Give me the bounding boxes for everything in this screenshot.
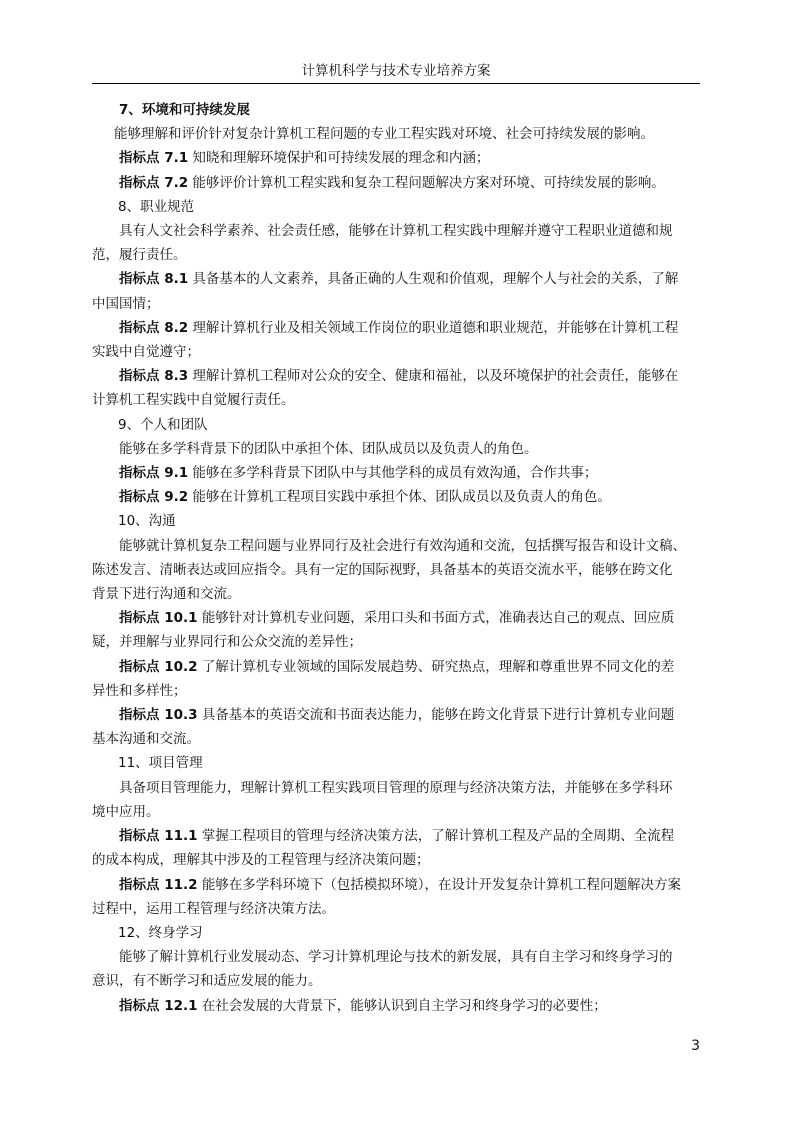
indicator-10-3 [92,703,700,727]
section-8-description-line1: 具有人文社会科学素养、社会责任感，能够在计算机工程实践中理解并遵守工程职业道德和规 [119,223,673,240]
indicator-12-1 [92,994,700,1018]
indicator-11-1 [92,824,700,848]
indicator-label: 指标点 10.2 [119,658,198,675]
indicator-text: 具备基本的人文素养，具备正确的人生观和价值观，理解个人与社会的关系，了解 [192,271,679,288]
indicator-11-1-continued: 的成本构成，理解其中涉及的工程管理与经济决策问题； [92,852,430,869]
section-11-heading: 11、项目管理 [118,755,203,772]
indicator-text: 能够在多学科背景下团队中与其他学科的成员有效沟通，合作共事； [192,465,598,482]
indicator-text: 理解计算机行业及相关领域工作岗位的职业道德和职业规范，并能够在计算机工程 [192,319,679,336]
indicator-text: 具备基本的英语交流和书面表达能力，能够在跨文化背景下进行计算机专业问题 [201,707,675,724]
section-10-description-line1: 能够就计算机复杂工程问题与业界同行及社会进行有效沟通和交流，包括撰写报告和设计文稿、 [119,537,686,554]
indicator-label: 指标点 10.3 [119,707,198,724]
indicator-text: 能够在计算机工程项目实践中承担个体、团队成员以及负责人的角色。 [192,489,611,506]
indicator-8-2-continued: 实践中自觉遵守； [92,344,200,361]
indicator-label: 指标点 12.1 [119,997,198,1014]
section-10-description-line2: 陈述发言、清晰表达或回应指令。具有一定的国际视野，具备基本的英语交流水平，能够在跨文化 [92,561,673,578]
section-7-description: 能够理解和评价针对复杂计算机工程问题的专业工程实践对环境、社会可持续发展的影响。 [114,126,654,143]
indicator-label: 指标点 11.2 [119,876,198,893]
indicator-10-1-continued: 疑，并理解与业界同行和公众交流的差异性； [92,634,362,651]
indicator-8-3-continued: 计算机工程实践中自觉履行责任。 [92,392,295,409]
indicator-text: 掌握工程项目的管理与经济决策方法，了解计算机工程及产品的全周期、全流程 [201,828,675,845]
indicator-8-3 [92,364,700,388]
section-10-description-line3: 背景下进行沟通和交流。 [92,586,241,603]
header-divider [92,83,700,84]
section-7-heading: 7、环境和可持续发展 [119,102,250,118]
indicator-text: 理解计算机工程师对公众的安全、健康和福祉，以及环境保护的社会责任，能够在 [192,368,679,385]
indicator-label: 指标点 7.1 [119,150,189,167]
indicator-label: 指标点 9.1 [119,465,189,482]
page-header-title: 计算机科学与技术专业培养方案 [301,63,491,79]
section-12-description-line2: 意识，有不断学习和适应发展的能力。 [92,973,322,990]
document-body [92,98,700,1018]
section-12-heading: 12、终身学习 [118,924,203,941]
indicator-label: 指标点 8.3 [119,368,189,385]
indicator-label: 指标点 7.2 [119,174,189,191]
indicator-10-2 [92,655,700,679]
indicator-7-1 [92,146,700,170]
section-10-heading: 10、沟通 [118,513,176,530]
section-11-description-line1: 具备项目管理能力，理解计算机工程实践项目管理的原理与经济决策方法，并能够在多学科环 [119,779,673,796]
indicator-8-1-continued: 中国国情； [92,295,160,312]
indicator-text: 知晓和理解环境保护和可持续发展的理念和内涵； [192,150,490,167]
indicator-11-2 [92,873,700,897]
section-8-description-line2: 范，履行责任。 [92,247,187,264]
section-11-description-line2: 境中应用。 [92,803,160,820]
section-12-description-line1: 能够了解计算机行业发展动态、学习计算机理论与技术的新发展，具有自主学习和终身学习的 [119,949,673,966]
indicator-8-1 [92,267,700,291]
page-number: 3 [691,1038,700,1054]
indicator-text: 了解计算机专业领域的国际发展趋势、研究热点，理解和尊重世界不同文化的差 [201,658,675,675]
indicator-11-2-continued: 过程中，运用工程管理与经济决策方法。 [92,900,335,917]
indicator-8-2 [92,316,700,340]
indicator-label: 指标点 8.2 [119,319,189,336]
indicator-9-2 [92,485,700,509]
indicator-text: 能够针对计算机专业问题，采用口头和书面方式，准确表达自己的观点、回应质 [201,610,675,627]
indicator-10-3-continued: 基本沟通和交流。 [92,731,200,748]
indicator-7-2 [92,171,700,195]
section-8-heading: 8、职业规范 [118,198,195,215]
indicator-10-2-continued: 异性和多样性； [92,682,187,699]
indicator-text: 在社会发展的大背景下，能够认识到自主学习和终身学习的必要性； [201,997,607,1014]
section-9-description: 能够在多学科背景下的团队中承担个体、团队成员以及负责人的角色。 [119,440,538,457]
indicator-label: 指标点 10.1 [119,610,198,627]
indicator-label: 指标点 8.1 [119,271,189,288]
indicator-label: 指标点 9.2 [119,489,189,506]
indicator-label: 指标点 11.1 [119,828,198,845]
indicator-10-1 [92,606,700,630]
section-9-heading: 9、个人和团队 [118,416,208,433]
indicator-text: 能够评价计算机工程实践和复杂工程问题解决方案对环境、可持续发展的影响。 [192,174,665,191]
indicator-9-1 [92,461,700,485]
indicator-text: 能够在多学科环境下（包括模拟环境），在设计开发复杂计算机工程问题解决方案 [201,876,682,893]
